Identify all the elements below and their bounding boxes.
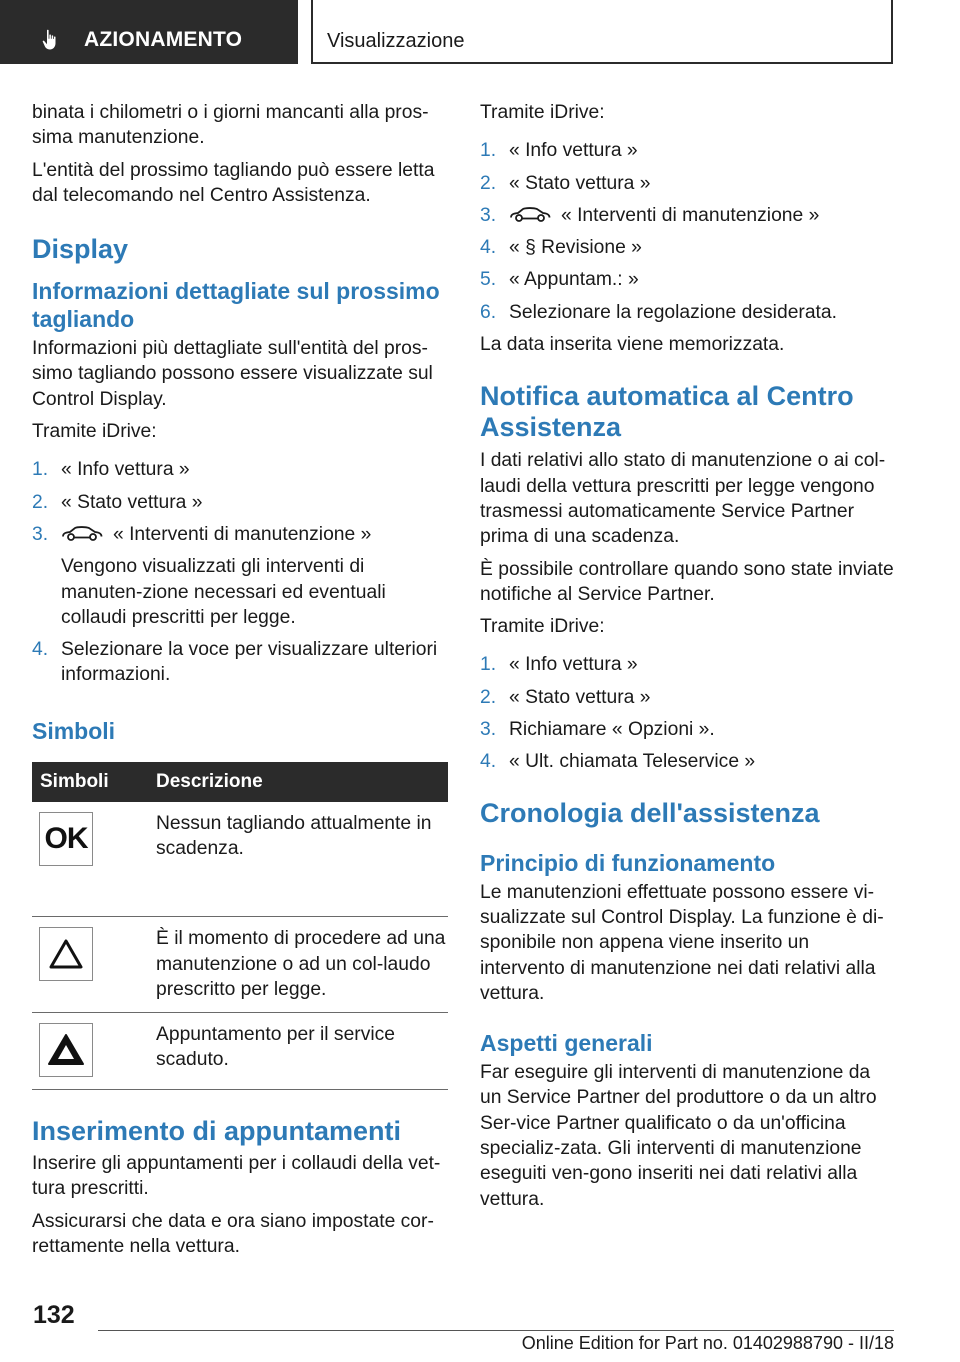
list-item	[480, 685, 896, 710]
ok-icon: OK	[39, 812, 93, 866]
step-text: « Stato vettura »	[61, 491, 203, 513]
section-tab	[0, 0, 298, 64]
paragraph: Inserire gli appuntamenti per i collaudi della vet-tura prescritti.	[32, 1153, 441, 1200]
hand-pointer-icon	[40, 28, 64, 52]
step-text: Richiamare « Opzioni ».	[509, 719, 715, 741]
table-row	[32, 802, 448, 917]
paragraph: Far eseguire gli interventi di manutenzione da un Service Partner del produttore o da un altro Ser-vice Partner qualificato o da un'officina specializ-zata. Gli interventi di manutenzione eseguiti ven-gono inseriti nei dati relativi alla vettura.	[480, 1062, 877, 1210]
step-number: 6.	[480, 301, 497, 323]
list-item	[480, 203, 896, 228]
table-row	[32, 1013, 448, 1090]
list-item	[32, 457, 448, 482]
warning-triangle-filled-icon	[39, 1023, 93, 1077]
heading-principio: Principio di funzionamento	[480, 849, 776, 876]
subsection-title: Visualizzazione	[327, 30, 465, 52]
paragraph: Informazioni più dettagliate sull'entità del pros-simo tagliando possono essere visualizzate sul Control Display.	[32, 338, 433, 410]
table-cell: Appuntamento per il service scaduto.	[156, 1013, 448, 1090]
heading-aspetti: Aspetti generali	[480, 1030, 653, 1057]
right-column	[480, 100, 896, 1219]
list-item	[480, 138, 896, 163]
table-header: Descrizione	[156, 762, 448, 802]
step-text: « Info vettura »	[509, 654, 638, 676]
steps-list	[32, 457, 448, 687]
step-number: 3.	[32, 523, 49, 545]
list-item	[480, 171, 896, 196]
warning-triangle-icon	[39, 927, 93, 981]
list-item	[32, 522, 448, 630]
step-number: 2.	[480, 686, 497, 708]
list-item	[480, 235, 896, 260]
heading-notifica: Notifica automatica al Centro Assistenza	[480, 381, 854, 443]
step-text: « Stato vettura »	[509, 172, 651, 194]
list-item	[480, 267, 896, 292]
step-number: 3.	[480, 719, 497, 741]
table-cell: Nessun tagliando attualmente in scadenza.	[156, 802, 448, 917]
paragraph: I dati relativi allo stato di manutenzione o ai col-laudi della vettura prescritti per legge vengono trasmessi automaticamente Service Partner prima di una scadenza.	[480, 450, 886, 548]
step-text: Selezionare la voce per visualizzare ulteriori informazioni.	[61, 639, 438, 686]
steps-list	[480, 652, 896, 774]
step-number: 1.	[480, 140, 497, 162]
list-item	[480, 300, 896, 325]
paragraph: Tramite iDrive:	[480, 102, 605, 123]
heading-info-tagliando: Informazioni dettagliate sul prossimo tagliando	[32, 278, 440, 333]
footer-edition: Online Edition for Part no. 01402988790 - II/18	[521, 1333, 894, 1353]
step-description: Vengono visualizzati gli interventi di manuten-zione necessari ed eventuali collaudi prescritti per legge.	[61, 556, 386, 628]
heading-inserimento: Inserimento di appuntamenti	[32, 1116, 402, 1147]
step-number: 4.	[32, 639, 49, 661]
table-row	[32, 917, 448, 1013]
paragraph: binata i chilometri o i giorni mancanti alla pros-sima manutenzione.	[32, 102, 429, 149]
step-number: 5.	[480, 269, 497, 291]
paragraph: Tramite iDrive:	[32, 421, 157, 443]
section-title: AZIONAMENTO	[84, 28, 243, 51]
heading-simboli: Simboli	[32, 717, 116, 744]
list-item	[480, 717, 896, 742]
car-icon	[61, 525, 103, 541]
step-text: Selezionare la regolazione desiderata.	[509, 301, 837, 323]
paragraph: La data inserita viene memorizzata.	[480, 334, 785, 356]
step-number: 4.	[480, 751, 497, 773]
step-number: 1.	[32, 459, 49, 481]
step-text: « Info vettura »	[61, 459, 190, 481]
step-text: « Ult. chiamata Teleservice »	[509, 751, 756, 773]
step-text: « Interventi di manutenzione »	[561, 204, 820, 226]
heading-cronologia: Cronologia dell'assistenza	[480, 797, 820, 828]
paragraph: Le manutenzioni effettuate possono essere vi-sualizzate sul Control Display. La funzione è di-sponibile non appena viene inserito un intervento di manutenzione nei dati relativi alla vettura.	[480, 881, 884, 1004]
left-column	[32, 100, 448, 1266]
list-item	[480, 652, 896, 677]
paragraph: L'entità del prossimo tagliando può essere letta dal telecomando nel Centro Assistenza.	[32, 159, 435, 206]
footer-divider	[98, 1330, 894, 1331]
step-text: « Interventi di manutenzione »	[113, 523, 372, 545]
list-item	[32, 637, 448, 688]
page-number: 132	[33, 1301, 75, 1329]
car-icon	[509, 206, 551, 222]
step-number: 2.	[480, 172, 497, 194]
list-item	[480, 749, 896, 774]
step-number: 3.	[480, 204, 497, 226]
table-header: Simboli	[32, 762, 156, 802]
step-text: « Stato vettura »	[509, 686, 651, 708]
step-number: 2.	[32, 491, 49, 513]
step-number: 1.	[480, 654, 497, 676]
paragraph: Tramite iDrive:	[480, 616, 605, 638]
paragraph: È possibile controllare quando sono state inviate notifiche al Service Partner.	[480, 558, 894, 605]
step-text: « Info vettura »	[509, 140, 638, 162]
step-number: 4.	[480, 237, 497, 259]
step-text: « § Revisione »	[509, 237, 642, 259]
symbols-table	[32, 762, 448, 1090]
steps-list	[480, 138, 896, 325]
heading-display: Display	[32, 234, 129, 265]
step-text: « Appuntam.: »	[509, 269, 639, 291]
paragraph: Assicurarsi che data e ora siano impostate cor-rettamente nella vettura.	[32, 1210, 434, 1258]
list-item	[32, 490, 448, 515]
table-cell: È il momento di procedere ad una manutenzione o ad un col-laudo prescritto per legge.	[156, 917, 448, 1013]
subsection-box	[311, 0, 893, 64]
